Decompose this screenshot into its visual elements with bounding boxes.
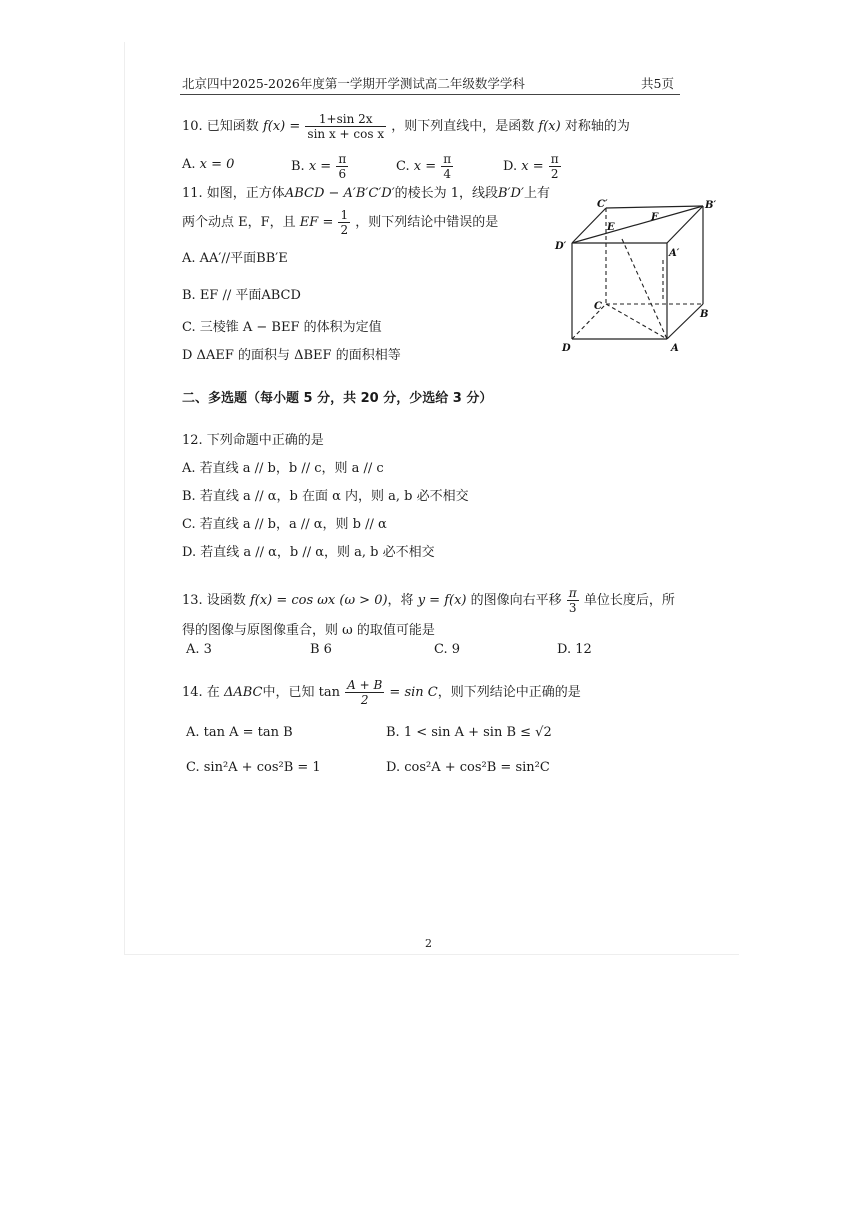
hidden-edge-e-a [622, 239, 667, 339]
option-fraction [441, 152, 453, 181]
q11-option-b: B. EF // 平面ABCD [182, 288, 301, 303]
option-text: x = 0 [199, 157, 235, 172]
denominator: 6 [338, 167, 347, 181]
page-number: 2 [425, 937, 432, 950]
numerator: π [338, 152, 347, 166]
option-label: A. [182, 157, 196, 172]
q13-function: f(x) = cos ωx (ω > 0) [249, 593, 388, 608]
q11-text: 的棱长为 1，线段 [394, 186, 499, 201]
denominator: 3 [568, 601, 577, 615]
denominator: 2 [340, 223, 349, 237]
diagonal-d1-b1 [572, 206, 703, 243]
q11-ef: EF = [299, 215, 334, 230]
q11-text: ，则下列结论中错误的是 [355, 215, 499, 230]
edge-a-b [667, 304, 703, 339]
q10-denominator: sin x + cos x [307, 127, 385, 141]
numerator: π [443, 152, 452, 166]
q14-fraction [345, 678, 384, 707]
q13-fraction [567, 586, 579, 615]
q10-option-b [291, 152, 349, 181]
edge-c1-b1 [606, 206, 703, 208]
q14-text: ，则下列结论中正确的是 [437, 685, 581, 700]
label-b: B [700, 309, 709, 320]
q14-text: 14. 在 [182, 685, 220, 700]
section-title: 二、多选题（每小题 5 分，共 20 分，少选给 3 分） [182, 391, 493, 406]
q11-option-a: A. AA′//平面BB′E [182, 251, 288, 266]
q14-option-c: C. sin²A + cos²B = 1 [186, 760, 321, 775]
q13-text: 的图像向右平移 [470, 593, 562, 608]
denominator: 4 [443, 167, 452, 181]
option-text: x = [413, 159, 437, 174]
q13-text: ，将 [387, 593, 414, 608]
q10-fx2: f(x) [538, 119, 561, 134]
label-a1: A′ [669, 248, 680, 259]
q10-suffix: ，则下列直线中，是函数 [391, 119, 535, 134]
label-b1: B′ [705, 200, 717, 211]
question-11-line2 [182, 208, 498, 238]
denominator: 2 [550, 167, 559, 181]
q14-text: 中，已知 tan [262, 685, 340, 700]
q12-option-d: D. 若直线 a // α，b // α，则 a, b 必不相交 [182, 545, 435, 560]
question-13-line2: 得的图像与原图像重合，则 ω 的取值可能是 [182, 623, 435, 638]
q14-triangle: ΔABC [223, 685, 263, 700]
q13-option-a: A. 3 [186, 642, 212, 657]
label-d1: D′ [555, 241, 567, 252]
question-13-line1 [182, 586, 675, 616]
q14-option-d: D. cos²A + cos²B = sin²C [386, 760, 550, 775]
q13-text: 13. 设函数 [182, 593, 246, 608]
q10-numerator: 1+sin 2x [305, 112, 386, 127]
q11-segment: B′D′ [498, 186, 524, 201]
label-c1: C′ [597, 199, 608, 210]
exam-title: 北京四中2025-2026年度第一学期开学测试高二年级数学学科 [182, 76, 525, 91]
page-count: 共5页 [641, 76, 674, 91]
q10-option-d [503, 152, 562, 181]
option-text: x = [521, 159, 544, 174]
q10-option-a [182, 152, 234, 178]
q11-text: 两个动点 E，F，且 [182, 215, 296, 230]
question-10-stem [182, 112, 630, 142]
q13-option-d: D. 12 [557, 642, 592, 657]
q12-option-b: B. 若直线 a // α，b 在面 α 内，则 a, b 必不相交 [182, 489, 469, 504]
q11-option-c: C. 三棱锥 A − BEF 的体积为定值 [182, 320, 382, 335]
q10-fx: f(x) = [262, 119, 301, 134]
label-a: A [671, 343, 679, 354]
option-label: D. [503, 159, 518, 174]
option-fraction [336, 152, 348, 181]
numerator: 1 [340, 208, 349, 222]
header-rule [180, 94, 680, 95]
q11-fraction [338, 208, 350, 237]
q10-suffix2: 对称轴的为 [564, 119, 630, 134]
q11-option-d: D ΔAEF 的面积与 ΔBEF 的面积相等 [182, 348, 401, 363]
question-12-stem: 12. 下列命题中正确的是 [182, 433, 324, 448]
q11-text: 11. 如图，正方体 [182, 186, 285, 201]
q10-fraction [305, 112, 386, 141]
numerator: A + B [347, 678, 383, 692]
option-fraction [549, 152, 561, 181]
q13-option-b: B 6 [310, 642, 332, 657]
numerator: π [550, 152, 559, 166]
q10-option-c [396, 152, 454, 181]
q12-option-c: C. 若直线 a // b，a // α，则 b // α [182, 517, 387, 532]
label-c: C [594, 301, 602, 312]
q14-option-a: A. tan A = tan B [186, 725, 293, 740]
q14-equation: = sin C [389, 685, 438, 700]
q11-cube-name: ABCD − A′B′C′D′ [284, 186, 395, 201]
label-f: F [651, 212, 659, 223]
option-text: x = [308, 159, 332, 174]
q13-function-y: y = f(x) [417, 593, 467, 608]
option-label: C. [396, 159, 410, 174]
label-d: D [562, 343, 571, 354]
q11-text: 上有 [523, 186, 550, 201]
hidden-edge-c-a [606, 304, 667, 339]
q12-option-a: A. 若直线 a // b，b // c，则 a // c [182, 461, 384, 476]
denominator: 2 [360, 693, 369, 707]
option-label: B. [291, 159, 305, 174]
q13-option-c: C. 9 [434, 642, 461, 657]
cube-figure [552, 192, 722, 360]
q14-option-b: B. 1 < sin A + sin B ≤ √2 [386, 725, 552, 740]
question-14-stem [182, 678, 581, 708]
label-e: E [607, 222, 615, 233]
question-11-line1 [182, 185, 550, 203]
q10-prefix: 10. 已知函数 [182, 119, 259, 134]
q13-text: 单位长度后，所 [583, 593, 675, 608]
numerator: π [568, 586, 577, 600]
